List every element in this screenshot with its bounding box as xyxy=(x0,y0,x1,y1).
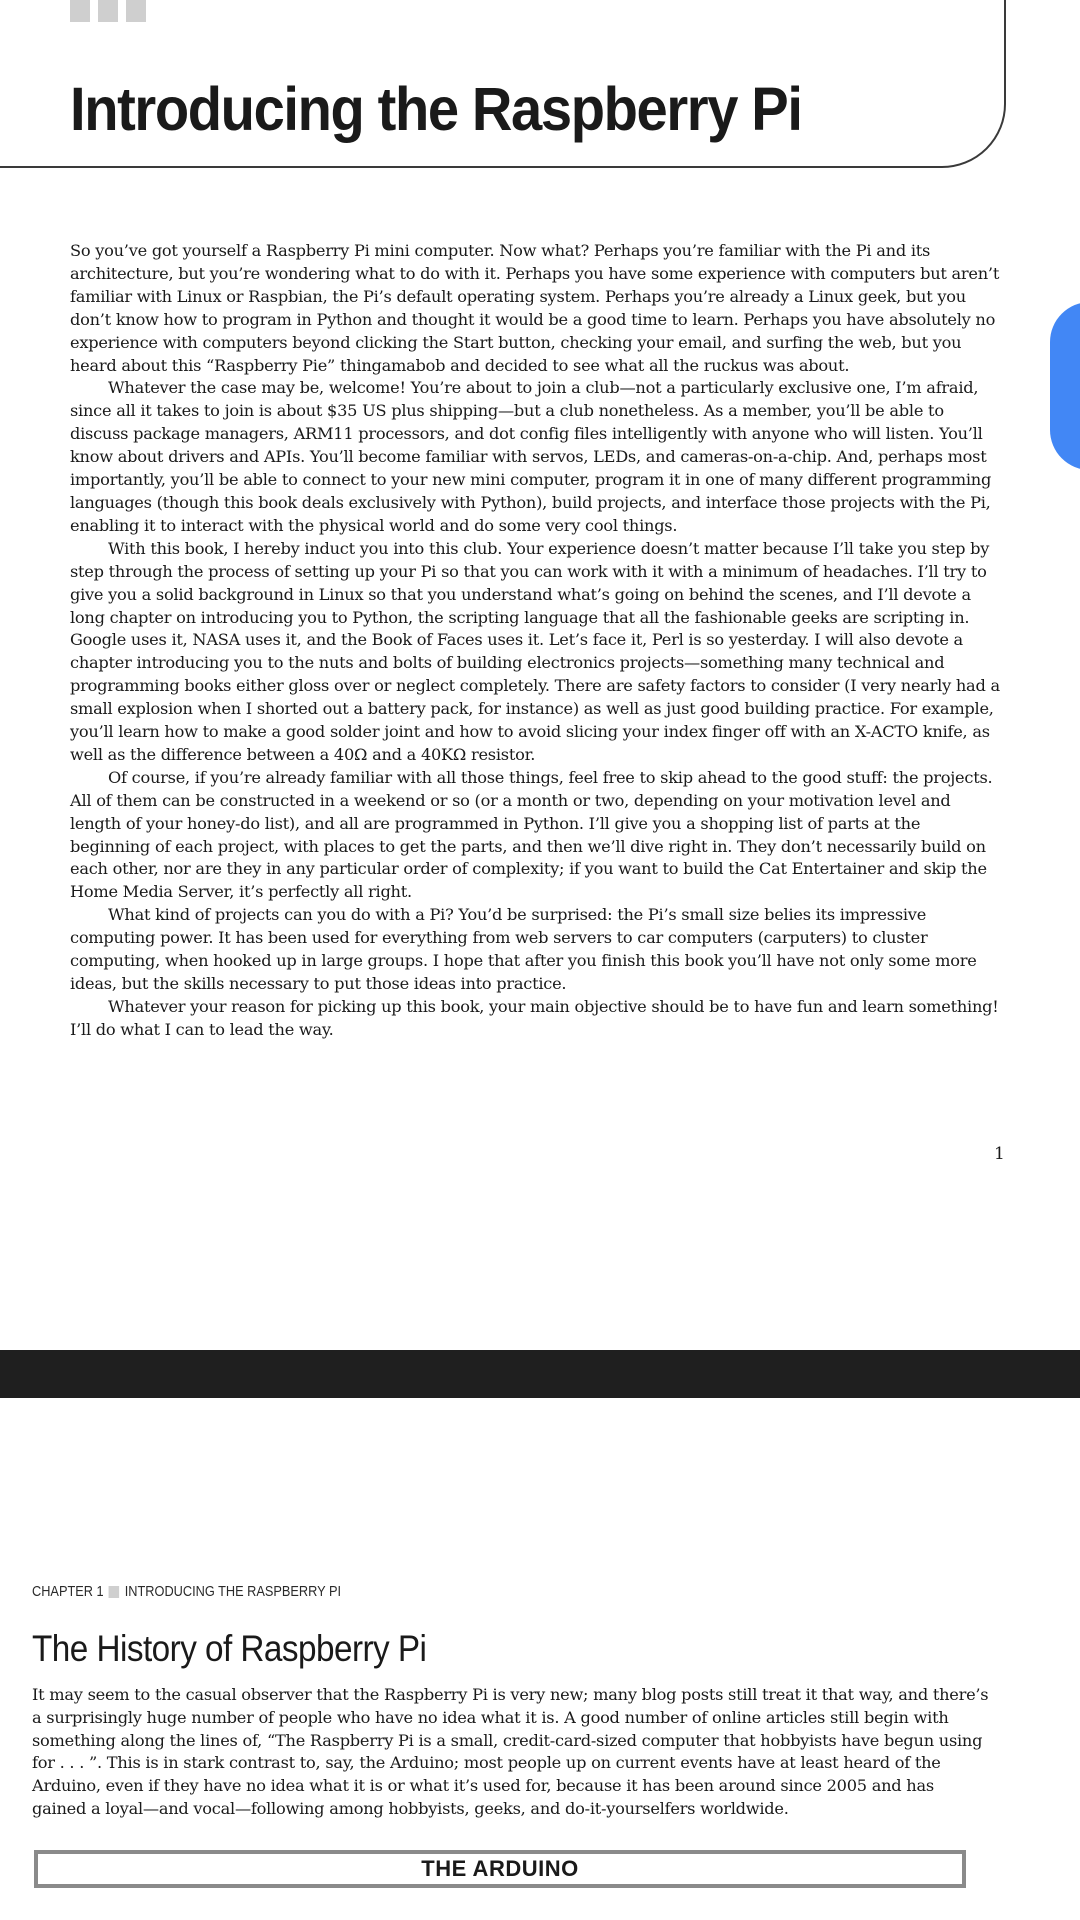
running-header-chapter: CHAPTER 1 xyxy=(32,1584,104,1600)
book-page-2 xyxy=(0,1398,1080,1920)
running-header-title: INTRODUCING THE RASPBERRY PI xyxy=(124,1584,342,1600)
running-header xyxy=(32,1584,341,1600)
section-paragraph: It may seem to the casual observer that the Raspberry Pi is very new; many blog posts still treat it that way, and there’s a surprisingly huge number of people who have no idea what it is. A good number of online articles still begin with something along the lines of, “The Raspberry Pi is a small, credit-card-sized computer that hobbyists have begun using for . . . ”. This is in stark contrast to, say, the Arduino; most people up on current events have at least heard of the Arduino, even if they have no idea what it is or what it’s used for, because it has been around since 2005 and has gained a loyal—and vocal—following among hobbyists, geeks, and do-it-yourselfers worldwide. xyxy=(32,1685,989,1818)
chapter-body xyxy=(70,240,1004,1042)
body-paragraph: So you’ve got yourself a Raspberry Pi mini computer. Now what? Perhaps you’re familiar with the Pi and its architecture, but you’re wondering what to do with it. Perhaps you have some experience with computers but aren’t familiar with Linux or Raspbian, the Pi’s default operating system. Perhaps you’re already a Linux geek, but you don’t know how to program in Python and thought it would be a good time to learn. Perhaps you have absolutely no experience with computers beyond clicking the Start button, checking your email, and surfing the web, but you heard about this “Raspberry Pie” thingamabob and decided to see what all the ruckus was about. xyxy=(70,241,1000,375)
ornament-square xyxy=(70,0,90,22)
body-paragraph: Of course, if you’re already familiar with all those things, feel free to skip ahead to the good stuff: the projects. All of them can be constructed in a weekend or so (or a month or two, depending on your motivation level and length of your honey-do list), and all are programmed in Python. I’ll give you a shopping list of parts at the beginning of each project, with places to get the parts, and then we’ll dive right in. They don’t necessarily build on each other, nor are they in any particular order of complexity; if you want to build the Cat Entertainer and skip the Home Media Server, it’s perfectly all right. xyxy=(70,767,993,902)
section-title: The History of Raspberry Pi xyxy=(32,1628,427,1669)
page-number: 1 xyxy=(994,1144,1005,1164)
header-separator-square xyxy=(109,1586,120,1598)
sidebar-title: THE ARDUINO xyxy=(421,1856,579,1881)
body-paragraph: Whatever the case may be, welcome! You’re about to join a club—not a particularly exclusive one, I’m afraid, since all it takes to join is about $35 US plus shipping—but a club nonetheless. As a member, you’ll be able to discuss package managers, ARM11 processors, and dot config files intelligently with anyone who will listen. You’ll know about drivers and APIs. You’ll become familiar with servos, LEDs, and cameras-on-a-chip. And, perhaps most importantly, you’ll be able to connect to your new mini computer, program it in one of many different programming languages (though this book deals exclusively with Python), build projects, and interface those projects with the Pi, enabling it to interact with the physical world and do some very cool things. xyxy=(70,378,992,535)
ornament-square xyxy=(98,0,118,22)
side-scroll-tab[interactable] xyxy=(1050,302,1080,470)
body-paragraph: With this book, I hereby induct you into this club. Your experience doesn’t matter because I’ll take you step by step through the process of setting up your Pi so that you can work with it with a minimum of headaches. I’ll try to give you a solid background in Linux so that you understand what’s going on behind the scenes, and I’ll devote a long chapter on introducing you to Python, the scripting language that all the fashionable geeks are scripting in. Google uses it, NASA uses it, and the Book of Faces uses it. Let’s face it, Perl is so yesterday. I will also devote a chapter introducing you to the nuts and bolts of building electronics projects—something many technical and programming books either gloss over or neglect completely. There are safety factors to consider (I very nearly had a small explosion when I shorted out a battery pack, for instance) as well as just good building practice. For example, you’ll learn how to make a good solder joint and how to avoid slicing your index finger off with an X-ACTO knife, as well as the difference between a 40Ω and a 40KΩ resistor. xyxy=(70,538,1000,764)
ornament-square xyxy=(126,0,146,22)
page-divider xyxy=(0,1350,1080,1398)
chapter-ornament xyxy=(70,0,146,22)
body-paragraph: Whatever your reason for picking up this book, your main objective should be to have fun and learn something! I’ll do what I can to lead the way. xyxy=(70,996,999,1039)
sidebar-box xyxy=(34,1850,966,1888)
chapter-title: Introducing the Raspberry Pi xyxy=(70,75,802,143)
body-paragraph: What kind of projects can you do with a Pi? You’d be surprised: the Pi’s small size belies its impressive computing power. It has been used for everything from web servers to car computers (carputers) to cluster computing, when hooked up in large groups. I hope that after you finish this book you’ll have not only some more ideas, but the skills necessary to put those ideas into practice. xyxy=(70,905,977,993)
